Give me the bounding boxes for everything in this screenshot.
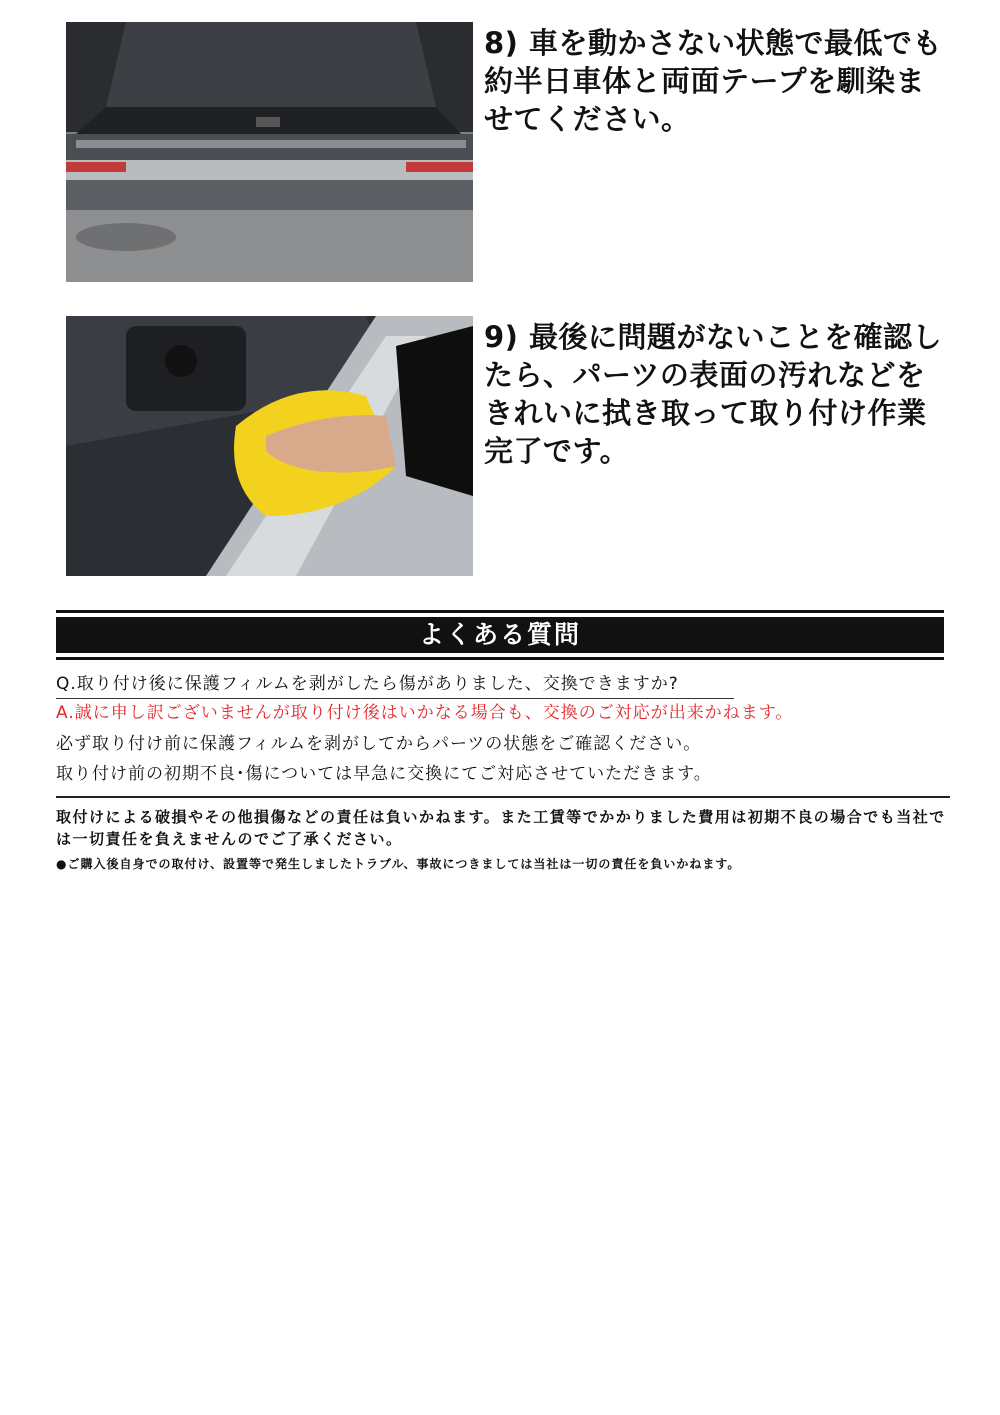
step-8-photo <box>66 22 473 282</box>
faq-title: よくある質問 <box>56 617 944 653</box>
faq-question: Q.取り付け後に保護フィルムを剥がしたら傷がありました、交換できますか? <box>56 672 734 699</box>
faq-note-2: 取り付け前の初期不良･傷については早急に交換にてご対応させていただきます。 <box>56 764 712 784</box>
disclaimer-bullet: ●ご購入後自身での取付け、設置等で発生しましたトラブル、事故につきましては当社は一切の責任を負いかねます。 <box>56 857 741 871</box>
faq-bottom-rule <box>56 657 944 660</box>
section-divider <box>56 796 950 798</box>
faq-answer: A.誠に申し訳ございませんが取り付け後はいかなる場合も、交換のご対応が出来かねます。 <box>56 703 794 723</box>
faq-top-rule <box>56 610 944 613</box>
disclaimer-main: 取付けによる破損やその他損傷などの責任は負いかねます。また工賃等でかかりました費用は初期不良の場合でも当社では一切責任を負えませんのでご了承ください。 <box>56 808 946 848</box>
step-9-photo <box>66 316 473 576</box>
faq-note-1: 必ず取り付け前に保護フィルムを剥がしてからパーツの状態をご確認ください。 <box>56 734 702 754</box>
step-8-text: 8) 車を動かさない状態で最低でも約半日車体と両面テープを馴染ませてください。 <box>484 26 943 136</box>
step-9-text: 9) 最後に問題がないことを確認したら、パーツの表面の汚れなどをきれいに拭き取って取り付け作業完了です。 <box>484 320 943 468</box>
